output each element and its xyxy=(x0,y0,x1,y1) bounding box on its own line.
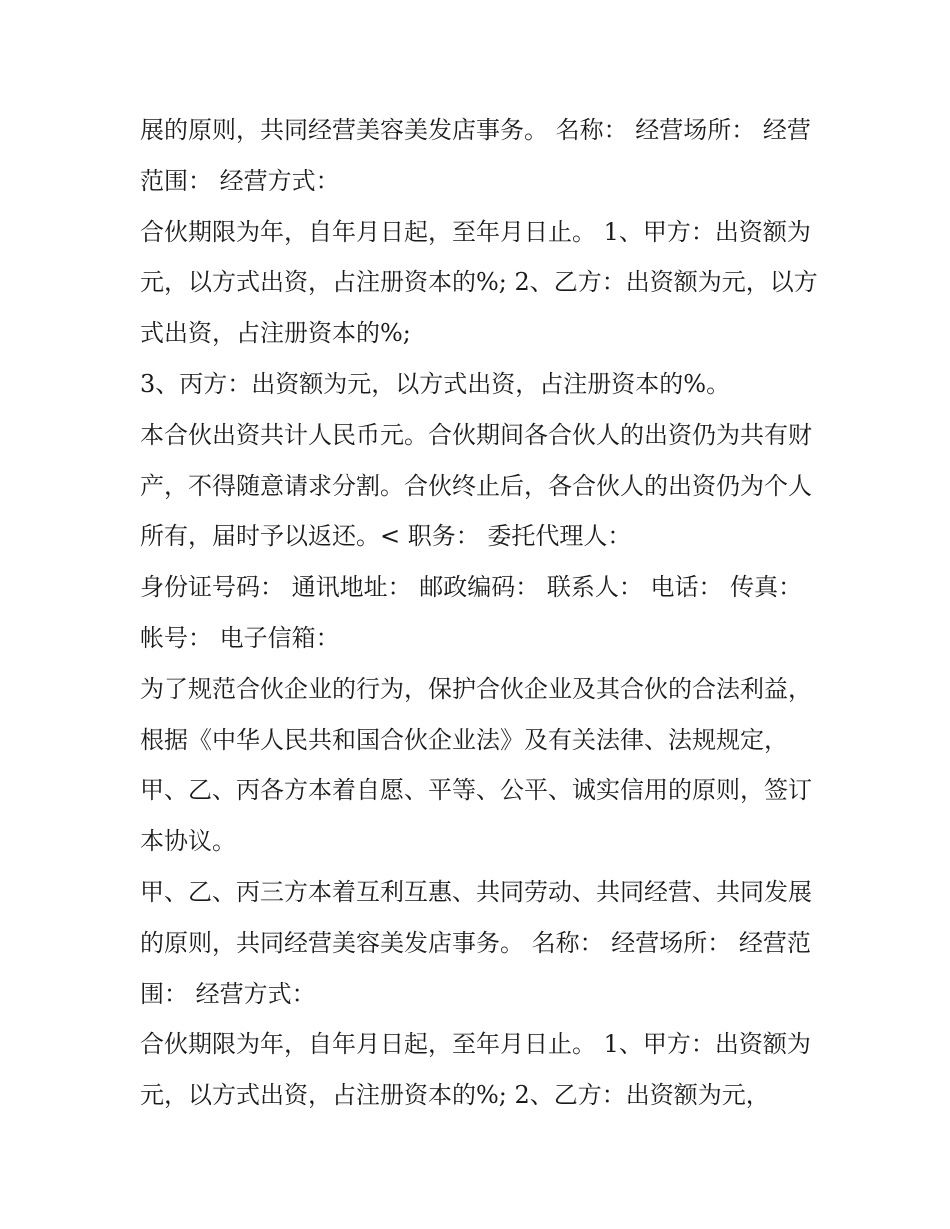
paragraph-partnership-term-repeat: 合伙期限为年，自年月日起，至年月日止。 1、甲方：出资额为元，以方式出资，占注册资本的%; 2、乙方：出资额为元， xyxy=(140,1030,811,1110)
document-body xyxy=(140,105,820,1121)
paragraph-party-c-contribution: 3、丙方：出资额为元，以方式出资，占注册资本的%。 xyxy=(140,369,731,398)
paragraph-partnership-term: 合伙期限为年，自年月日起，至年月日止。 1、甲方：出资额为元，以方式出资，占注册资本的%; 2、乙方：出资额为元，以方式出资，占注册资本的%; xyxy=(140,217,818,348)
paragraph-principles: 甲、乙、丙三方本着互利互惠、共同劳动、共同经营、共同发展的原则，共同经营美容美发店事务。 名称： 经营场所： 经营范围： 经营方式： xyxy=(140,877,812,1008)
paragraph-total-contribution: 本合伙出资共计人民币元。合伙期间各合伙人的出资仍为共有财产，不得随意请求分割。合伙终止后，各合伙人的出资仍为个人所有，届时予以返还。< 职务： 委托代理人： xyxy=(140,420,812,551)
paragraph-business-scope-partial: 展的原则，共同经营美容美发店事务。 名称： 经营场所： 经营范围： 经营方式： xyxy=(140,116,811,195)
paragraph-contact-info: 身份证号码： 通讯地址： 邮政编码： 联系人： 电话： 传真： 帐号： 电子信箱： xyxy=(140,573,810,652)
paragraph-purpose: 为了规范合伙企业的行为，保护合伙企业及其合伙的合法利益，根据《中华人民共和国合伙企业法》及有关法律、法规规定，甲、乙、丙各方本着自愿、平等、公平、诚实信用的原则，签订本协议。 xyxy=(140,674,812,856)
